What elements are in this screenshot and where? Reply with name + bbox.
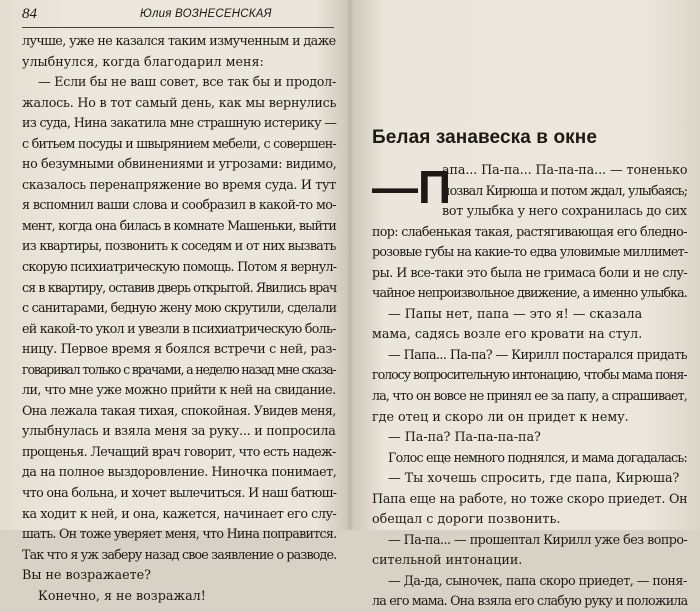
text-line: ла его мама. Она взяла его слабую руку и положила (372, 593, 688, 609)
text-line: ницу. Первое время я боялся встречи с ней, раз- (22, 341, 337, 357)
text-line: вот улыбка у него сохранилась до сих (442, 203, 687, 219)
text-line: Вы не возражаете? (22, 567, 151, 583)
text-line: ли, что мне уже можно прийти к ней на свидание. (22, 382, 336, 398)
left-page-header (22, 6, 332, 28)
left-page-text (22, 31, 336, 606)
text-line: улыбнулась и взяла меня за руку... и попросила (22, 423, 336, 439)
text-line: — Ты хочешь спросить, где папа, Кирюша? (388, 470, 680, 486)
text-line: — Па-па? Па-па-па-па? (388, 429, 541, 445)
text-line: Она лежала такая тихая, спокойная. Увидев меня, (22, 402, 336, 418)
text-line: сительной интонации. (372, 552, 523, 568)
text-line: — Да-да, сыночек, папа скоро приедет, — поня- (388, 572, 687, 588)
text-line: из суда, Нина закатила мне страшную истерику — (22, 115, 337, 131)
text-line: ка ходит к ней, и она, кажется, начинает его слу- (22, 505, 337, 521)
text-line: говаривал только с врачами, а неделю назад мне сказа- (22, 361, 336, 377)
right-page (350, 0, 700, 609)
text-line: — Па-па... — прошептал Кирилл уже без вопро- (388, 531, 688, 547)
text-line: да на полное выздоровление. Ниночка понимает, (22, 464, 337, 480)
header-rule (22, 27, 334, 28)
text-line: — Если бы не ваш совет, все так бы и продол- (38, 74, 337, 90)
text-line: Конечно, я не возражал! (38, 587, 206, 603)
chapter-title: Белая занавеска в окне (372, 127, 598, 148)
text-line: Папа еще на работе, но тоже скоро приедет. Он (372, 490, 688, 506)
text-line: но безумными обвинениями и угрозами: видимо, (22, 156, 337, 172)
running-title: Юлия ВОЗНЕСЕНСКАЯ (140, 8, 272, 20)
text-line: улыбнулся, когда благодарил меня: (22, 53, 264, 69)
text-line: шать. Он тоже уверяет меня, что Нина поправится. (22, 526, 337, 542)
text-line: из квартиры, позвонить к соседям и от них вызвать (22, 238, 336, 254)
text-line: скорую психиатрическую помощь. Потом я вернул- (22, 259, 337, 275)
text-line: что она больна, и хочет вылечиться. И наш батюш- (22, 485, 337, 501)
text-line: Голос еще немного поднялся, и мама догадалась: (388, 449, 687, 465)
left-page (0, 0, 350, 603)
text-line: мама, садясь возле его кровати на стул. (372, 326, 643, 342)
text-line: ей какой-то укол и увезли в психиатрическую боль- (22, 320, 336, 336)
text-line: ла, что он вовсе не принял ее за папу, а спрашивает, (372, 388, 687, 404)
text-line: позвал Кирюша и потом ждал, улыбаясь; (442, 182, 688, 198)
text-line: сказалось перенапряжение во время суда. И тут (22, 176, 336, 192)
text-line: мент, когда она билась в комнате Машеньки, выйти (22, 217, 337, 233)
text-line: где отец и скоро ли он придет к нему. (372, 408, 629, 424)
text-line: Так что я уж заберу назад свое заявление о разводе. (22, 546, 337, 562)
text-line: обещал с дороги позвонить. (372, 511, 561, 527)
text-line: прощенья. Лечащий врач говорит, что есть надеж- (22, 443, 336, 459)
text-line: я вспомнил ваши слова и сообразил в какой-то мо- (22, 197, 336, 213)
text-line: жалось. Но в тот самый день, как мы вернулись (22, 94, 337, 110)
drop-cap: —П (372, 161, 452, 213)
text-line: — Папа... Па-па? — Кирилл постарался придать (388, 346, 688, 362)
text-line: голосу вопросительную интонацию, чтобы мама поня- (372, 367, 687, 383)
text-line: с битьем посуды и швырянием мебели, с совершен- (22, 135, 336, 151)
text-line: чайное непроизвольное движение, а именно улыбка. (372, 285, 687, 301)
text-line: апа... Па-па... Па-па-па... — тоненько (442, 162, 688, 177)
page-number: 84 (22, 6, 37, 22)
text-line: с санитарами, бедную жену мою скрутили, сделали (22, 300, 337, 316)
right-page-text (372, 160, 687, 612)
text-line: розовые губы на какие-то едва уловимые миллимет- (372, 244, 688, 260)
text-line: пор: слабенькая такая, растягивающая его бледно- (372, 223, 687, 239)
text-line: ры. И все-таки это была не гримаса боли и не слу- (372, 264, 688, 280)
text-line: лучше, уже не казался таким измученным и даже (22, 33, 336, 48)
text-line: ся в квартиру, оставив дверь открытой. Явились врач (22, 279, 337, 295)
text-line: — Папы нет, папа — это я! — сказала (388, 305, 643, 321)
